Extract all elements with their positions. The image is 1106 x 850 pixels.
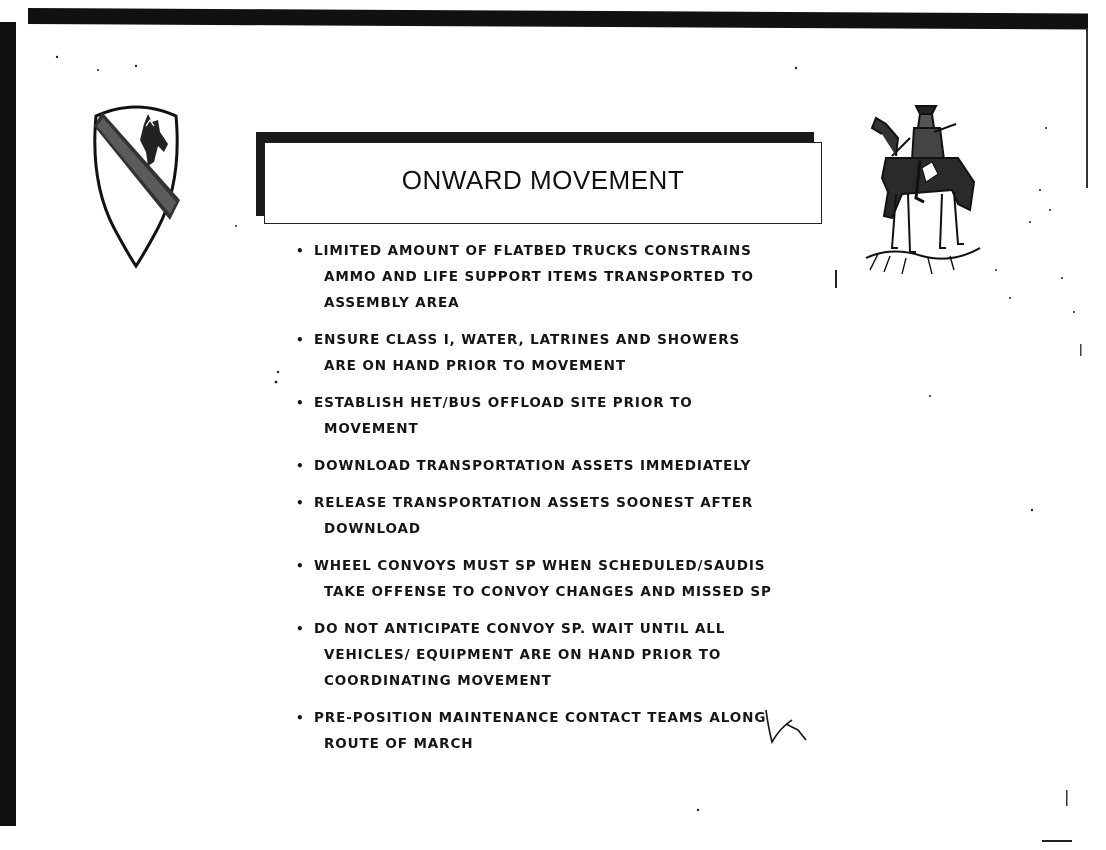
bullet-line: TAKE OFFENSE TO CONVOY CHANGES AND MISSED SP: [324, 584, 772, 600]
bullet-line: VEHICLES/ EQUIPMENT ARE ON HAND PRIOR TO: [324, 647, 722, 663]
bullet-line: MOVEMENT: [324, 421, 419, 437]
bullet-item: [296, 238, 816, 316]
bullet-line: • DOWNLOAD TRANSPORTATION ASSETS IMMEDIATELY: [314, 458, 752, 474]
title-banner: [256, 132, 824, 224]
bullet-item: [296, 327, 816, 379]
horseman-illustration-icon: [862, 98, 984, 282]
bullet-line: • ENSURE CLASS I, WATER, LATRINES AND SHOWERS: [314, 332, 741, 348]
bullet-item: [296, 553, 816, 605]
bullet-line: ARE ON HAND PRIOR TO MOVEMENT: [324, 358, 626, 374]
bullet-line: DOWNLOAD: [324, 521, 421, 537]
title-frame: [264, 142, 822, 224]
handwritten-checkmark-icon: [762, 706, 810, 746]
bullet-item: [296, 616, 816, 694]
bullet-item: [296, 705, 816, 757]
bullet-line: • PRE-POSITION MAINTENANCE CONTACT TEAMS ALONG: [314, 710, 767, 726]
bullet-line: • WHEEL CONVOYS MUST SP WHEN SCHEDULED/SAUDIS: [314, 558, 766, 574]
cavalry-crest-icon: [88, 104, 184, 270]
bullet-item: [296, 490, 816, 542]
scan-border-left: [0, 22, 16, 826]
scan-border-top: [28, 8, 1088, 30]
bullet-list: [296, 238, 816, 768]
bullet-line: • RELEASE TRANSPORTATION ASSETS SOONEST AFTER: [314, 495, 754, 511]
page-title: ONWARD MOVEMENT: [401, 164, 685, 195]
bullet-item: [296, 453, 816, 479]
bullet-line: • DO NOT ANTICIPATE CONVOY SP. WAIT UNTIL ALL: [314, 621, 726, 637]
bullet-item: [296, 390, 816, 442]
scan-border-right: [1086, 28, 1088, 188]
bullet-line: AMMO AND LIFE SUPPORT ITEMS TRANSPORTED TO: [324, 269, 754, 285]
bullet-line: ROUTE OF MARCH: [324, 736, 474, 752]
bullet-line: ASSEMBLY AREA: [324, 295, 460, 311]
bullet-line: • LIMITED AMOUNT OF FLATBED TRUCKS CONSTRAINS: [314, 243, 752, 259]
bullet-line: COORDINATING MOVEMENT: [324, 673, 552, 689]
bullet-line: • ESTABLISH HET/BUS OFFLOAD SITE PRIOR TO: [314, 395, 693, 411]
